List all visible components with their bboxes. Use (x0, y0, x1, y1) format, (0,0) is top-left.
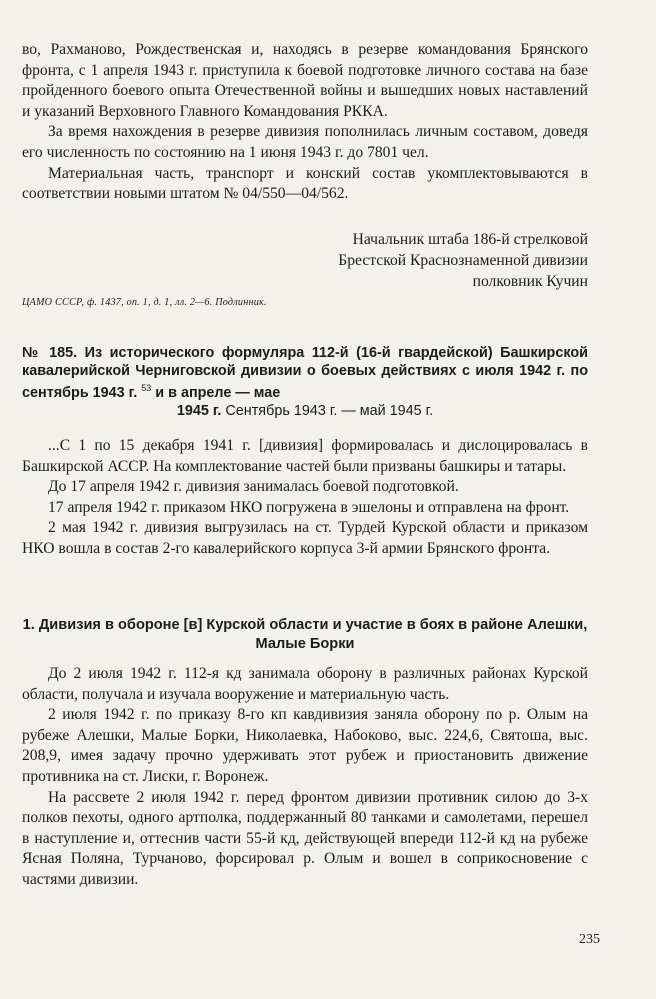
signature-block (338, 230, 588, 292)
top-text-block (22, 40, 588, 205)
footnote-ref: 53 (141, 383, 152, 394)
paragraph: До 2 июля 1942 г. 112-я кд занимала оборону в различных районах Курской области, получала и изучала вооружение и материальную часть. (22, 665, 588, 703)
paragraph: Материальная часть, транспорт и конский состав укомплектовываются в соответствии новыми штатом № 04/550—04/562. (22, 164, 588, 203)
section-text-block (22, 664, 588, 891)
paragraph: 2 мая 1942 г. дивизия выгрузилась на ст. Турдей Курской области и приказом НКО вошла в состав 2-го кавалерийского корпуса 3-й армии Брянского фронта. (22, 519, 588, 557)
paragraph: За время нахождения в резерве дивизия пополнилась личным составом, доведя его численность по состоянию на 1 июня 1943 г. до 7801 чел. (22, 123, 588, 161)
heading-year: 1945 г. (176, 402, 222, 419)
heading-main: № 185. Из исторического формуляра 112-й (16-й гвардейской) Башкирской кавалерийской Черниговской дивизии о боевых действиях с июля 1942 г. по сентябрь 1943 г. (22, 345, 588, 401)
document-heading (22, 345, 588, 420)
archive-source-note: ЦАМО СССР, ф. 1437, оп. 1, д. 1, лл. 2—6. Подлинник. (22, 297, 267, 308)
heading-subtitle: Сентябрь 1943 г. — май 1945 г. (225, 402, 434, 419)
page-number: 235 (579, 932, 600, 947)
signature-line: полковник Кучин (472, 272, 588, 290)
paragraph: На рассвете 2 июля 1942 г. перед фронтом дивизии противник силою до 3-х полков пехоты, одного артполка, поддержанный 80 танками и самолетами, перешел в наступление и, оттеснив части 55-й кд, действующей впереди 112-й кд на рубеже Ясная Поляна, Турчаново, форсировал р. Олым и вошел в соприкосновение с частями дивизии. (22, 788, 588, 888)
signature-line: Начальник штаба 186-й стрелковой (352, 231, 588, 248)
paragraph-continued: во, Рахманово, Рождественская и, находясь в резерве командования Брянского фронта, с 1 апреля 1943 г. приступила к боевой подготовке личного состава на базе пройденного боевого опыта Отечественной войны и вышедших новых наставлений и указаний Верховного Главного Командования РККА. (22, 41, 588, 120)
paragraph: До 17 апреля 1942 г. дивизия занималась боевой подготовкой. (48, 478, 459, 496)
heading-tail: и в апреле — мае (155, 384, 281, 401)
paragraph: 17 апреля 1942 г. приказом НКО погружена в эшелоны и отправлена на фронт. (48, 498, 570, 516)
paragraph: 2 июля 1942 г. по приказу 8-го кп кавдивизия заняла оборону по р. Олым на рубеже Алешки, Малые Борки, Николаевка, Набоково, выс. 224,6, Святоша, выс. 208,9, имея задачу прочно удерживать этот рубеж и приостановить движение противника на ст. Лиски, г. Воронеж. (22, 706, 588, 785)
intro-text-block (22, 436, 588, 560)
section-heading: 1. Дивизия в обороне [в] Курской области и участие в боях в районе Алешки, Малые Борки (22, 617, 588, 652)
paragraph: ...С 1 по 15 декабря 1941 г. [дивизия] формировалась и дислоцировалась в Башкирской АССР. На комплектование частей были призваны башкиры и татары. (22, 437, 588, 475)
signature-line: Брестской Краснознаменной дивизии (338, 251, 588, 269)
